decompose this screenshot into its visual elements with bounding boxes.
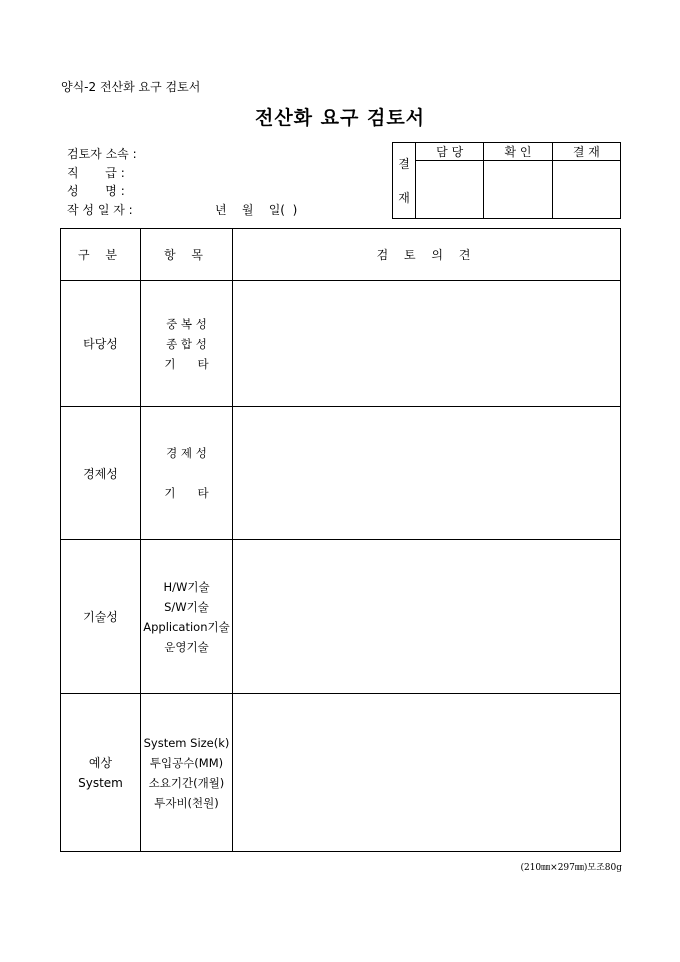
table-row (61, 540, 621, 694)
date-line (67, 201, 139, 218)
approval-sign-confirm[interactable] (484, 161, 552, 219)
category-validity: 타당성 (61, 281, 141, 407)
item: H/W기술 (163, 579, 210, 594)
item: S/W기술 (164, 599, 209, 614)
opinion-cell[interactable] (233, 281, 621, 407)
table-row (61, 694, 621, 852)
category-technology: 기술성 (61, 540, 141, 694)
item: 경 제 성 (166, 446, 207, 460)
rank-line (67, 164, 139, 181)
opinion-cell[interactable] (233, 694, 621, 852)
date-fill: 년 월 일( ) (215, 203, 298, 217)
approval-col-manager: 담 당 (416, 143, 484, 161)
category-line: System (78, 775, 123, 790)
affiliation-label: 검토자 소속 : (67, 147, 137, 161)
item: 종 합 성 (166, 336, 207, 351)
approval-side-bottom: 재 (398, 190, 410, 205)
name-label: 성 명 : (67, 184, 125, 198)
category-system (61, 694, 141, 852)
item: 기 타 (164, 356, 209, 371)
affiliation-line (67, 145, 139, 162)
page-title: 전산화 요구 검토서 (254, 107, 426, 129)
table-row (61, 281, 621, 407)
item: 투자비(천원) (154, 795, 219, 810)
approval-side-top: 결 (398, 156, 410, 171)
item: 투입공수(MM) (149, 755, 224, 770)
opinion-cell[interactable] (233, 407, 621, 540)
item: 소요기간(개월) (148, 775, 225, 790)
approval-sign-approve[interactable] (552, 161, 620, 219)
item: Application기술 (143, 619, 230, 634)
approval-sign-manager[interactable] (416, 161, 484, 219)
approval-side-label (393, 143, 416, 219)
approval-box (392, 142, 621, 219)
approval-col-confirm: 확 인 (484, 143, 552, 161)
category-line: 예상 (88, 755, 113, 770)
items-technology (141, 540, 233, 694)
header-category: 구 분 (61, 229, 141, 281)
category-economy: 경제성 (61, 407, 141, 540)
opinion-cell[interactable] (233, 540, 621, 694)
items-validity (141, 281, 233, 407)
form-label: 양식-2 전산화 요구 검토서 (61, 80, 201, 94)
item: 운영기술 (164, 639, 209, 654)
table-row (61, 407, 621, 540)
item: 기 타 (164, 486, 209, 500)
paper-spec-footer: (210㎜×297㎜)모조80g (520, 863, 622, 873)
name-line (67, 182, 139, 199)
table-header-row (61, 229, 621, 281)
review-table (60, 228, 621, 852)
date-label: 작 성 일 자 : (67, 203, 133, 217)
header-opinion: 검 토 의 견 (233, 229, 621, 281)
items-system (141, 694, 233, 852)
rank-label: 직 급 : (67, 166, 125, 180)
approval-col-approve: 결 재 (552, 143, 620, 161)
item: 중 복 성 (166, 316, 207, 331)
items-economy (141, 407, 233, 540)
item: System Size(k) (143, 735, 230, 750)
header-item: 항 목 (141, 229, 233, 281)
